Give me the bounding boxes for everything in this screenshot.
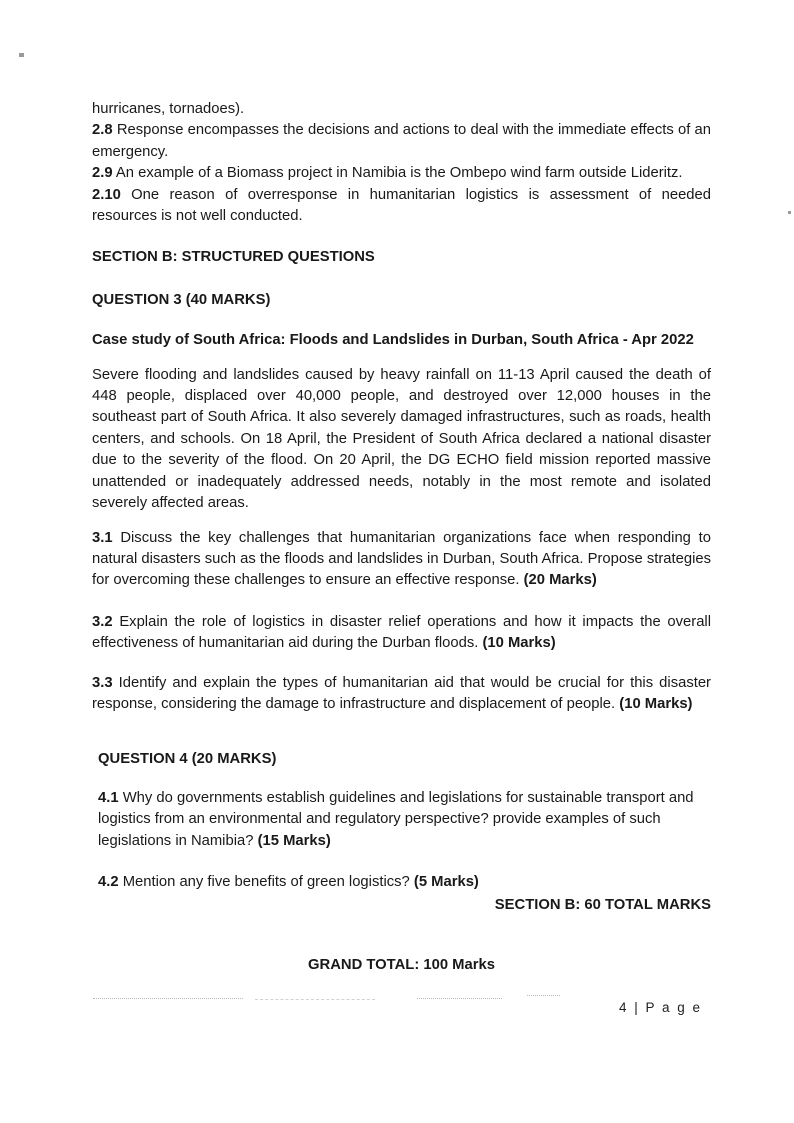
statement-number: 2.8 — [92, 122, 113, 139]
question-3-3 — [92, 673, 711, 716]
question-number: 3.2 — [92, 613, 113, 630]
statement-text: An example of a Biomass project in Namibia is the Ombepo wind farm outside Lideritz. — [115, 165, 683, 182]
statement-number: 2.9 — [92, 165, 113, 182]
question-text: Identify and explain the types of humanitarian aid that would be crucial for this disaster response, considering the damage to infrastructure and displacement of people. — [92, 674, 711, 712]
statement-2-10 — [92, 185, 711, 228]
question-3-2 — [92, 612, 711, 655]
document-content — [92, 99, 711, 976]
scan-artifact-dotted-line — [417, 998, 502, 999]
scan-speck — [788, 211, 791, 214]
case-study-paragraph: Severe flooding and landslides caused by heavy rainfall on 11-13 April caused the death of 448 people, displaced over 40,000 people, and destroyed over 12,000 houses in the southeast part of South Africa. It also severely damaged infrastructures, such as roads, health centers, and schools. On 18 April, the President of South Africa declared a national disaster due to the severity of the flood. On 20 April, the DG ECHO field mission reported massive unattended or inadequately addressed needs, notably in the most remote and isolated severely affected areas. — [92, 366, 711, 512]
page-number-footer: 4 | P a g e — [618, 1000, 702, 1015]
scan-speck — [19, 53, 24, 57]
question-marks: (5 Marks) — [413, 873, 479, 890]
question-number: 4.2 — [98, 873, 119, 890]
question-marks: (20 Marks) — [523, 572, 597, 589]
statement-text: One reason of overresponse in humanitarian logistics is assessment of needed resources is not well conducted. — [92, 186, 711, 225]
case-study-title: Case study of South Africa: Floods and Landslides in Durban, South Africa - Apr 2022 — [92, 332, 694, 349]
question-4-2 — [98, 872, 711, 893]
scan-artifact-dotted-line — [255, 999, 375, 1000]
section-b-total: SECTION B: 60 TOTAL MARKS — [494, 897, 711, 914]
scan-artifact-dotted-line — [93, 998, 243, 999]
question-number: 3.1 — [92, 529, 113, 546]
question-3-heading: QUESTION 3 (40 MARKS) — [92, 291, 271, 308]
scan-artifact-dotted-line — [527, 995, 560, 996]
section-b-heading: SECTION B: STRUCTURED QUESTIONS — [92, 249, 375, 266]
question-text: Explain the role of logistics in disaster relief operations and how it impacts the overall effectiveness of humanitarian aid during the Durban floods. — [92, 613, 711, 652]
question-text: Mention any five benefits of green logistics? — [122, 873, 410, 890]
statement-number: 2.10 — [92, 186, 121, 203]
statement-text: Response encompasses the decisions and actions to deal with the immediate effects of an emergency. — [92, 122, 711, 160]
grand-total: GRAND TOTAL: 100 Marks — [308, 956, 495, 973]
question-3-1 — [92, 528, 711, 592]
question-number: 3.3 — [92, 674, 113, 691]
question-marks: (10 Marks) — [482, 635, 556, 652]
question-text: Discuss the key challenges that humanitarian organizations face when responding to natural disasters such as the floods and landslides in Durban, South Africa. Propose strategies for overcoming these challenges to ensure an effective response. — [92, 529, 711, 589]
question-4-heading: QUESTION 4 (20 MARKS) — [98, 751, 277, 768]
question-number: 4.1 — [98, 789, 119, 806]
question-marks: (10 Marks) — [619, 695, 693, 712]
question-4-1 — [98, 788, 711, 852]
question-4-section — [98, 749, 711, 893]
statement-2-8 — [92, 120, 711, 163]
statement-2-9 — [92, 163, 711, 184]
question-marks: (15 Marks) — [257, 832, 331, 849]
question-text: Why do governments establish guidelines and legislations for sustainable transport and logistics from an environmental and regulatory perspective? provide examples of such legislations in Namibia? — [98, 789, 694, 849]
intro-continuation-line: hurricanes, tornadoes). — [92, 101, 245, 117]
